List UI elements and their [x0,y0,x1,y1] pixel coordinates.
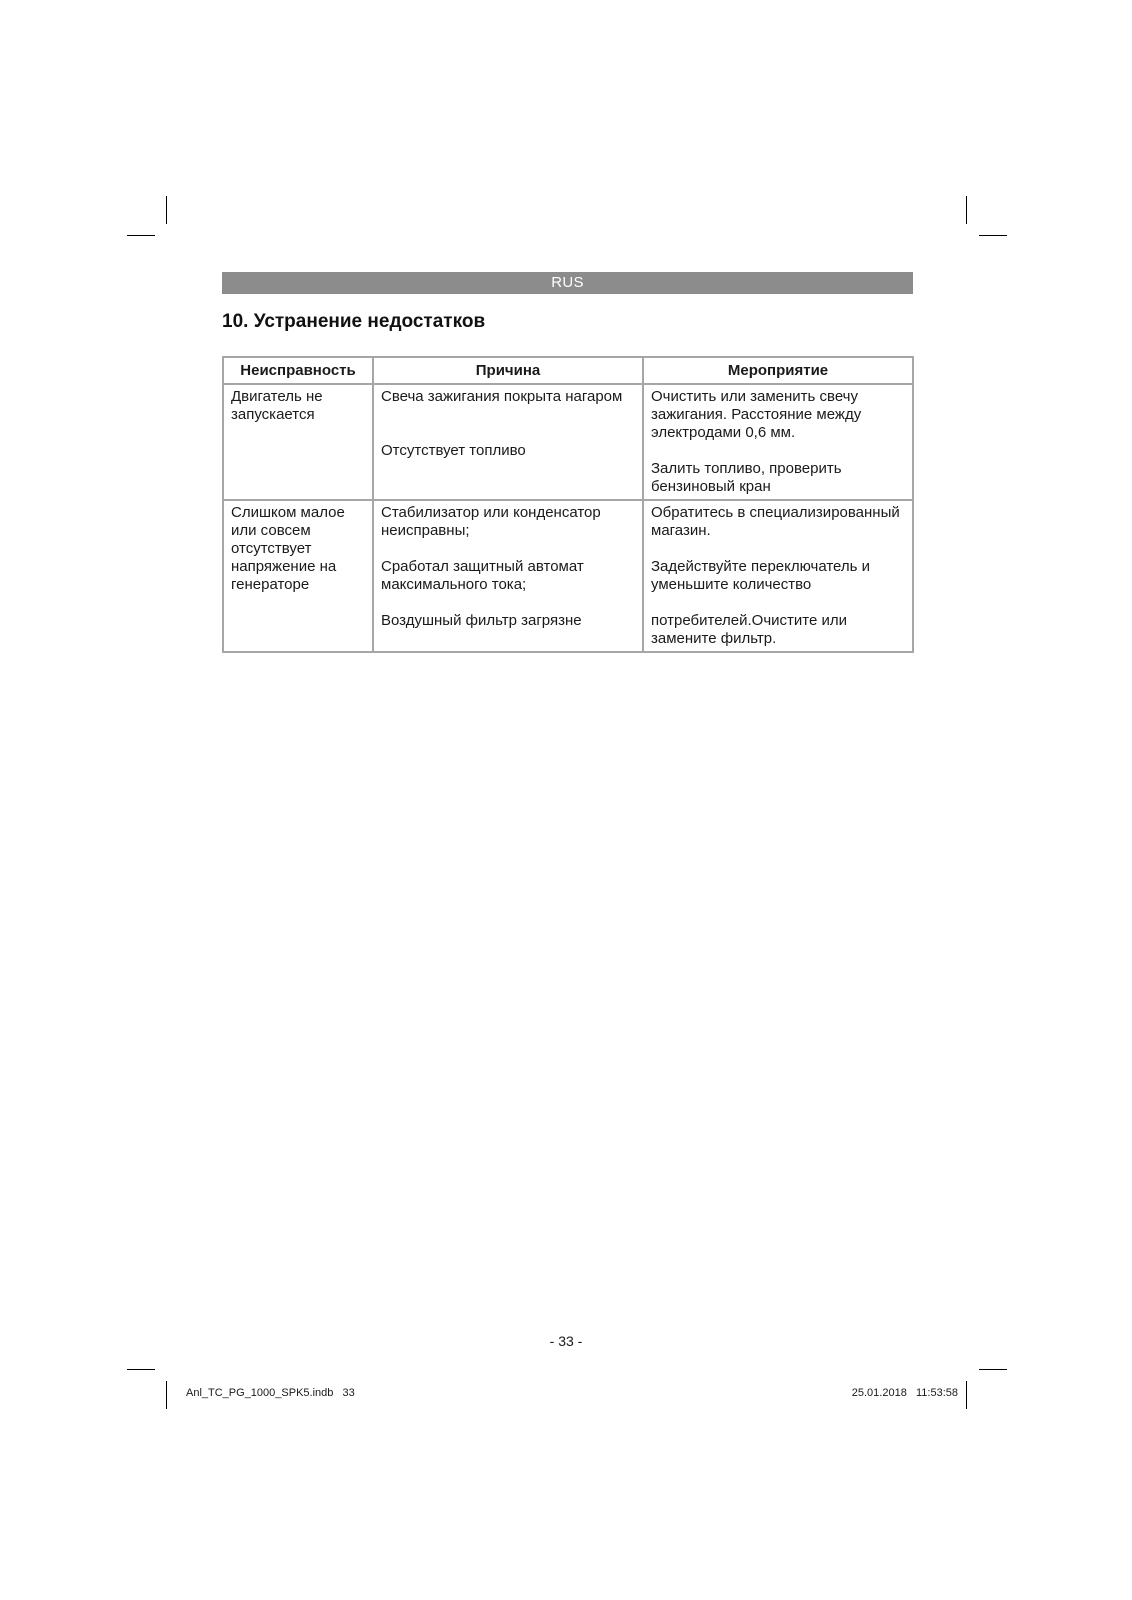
action-line: магазин. [651,522,711,539]
fault-line: отсутствует [231,540,312,557]
section-title: 10. Устранение недостатков [222,311,486,332]
crop-mark-top-left-h [127,235,155,236]
page-number: - 33 - [549,1333,583,1349]
action-line: Задействуйте переключатель и [651,558,871,575]
troubleshooting-table [222,356,914,653]
cause-line: Сработал защитный автомат [381,558,584,575]
cause-line: неисправны; [381,522,470,539]
action-line: Обратитесь в специализированный [651,504,900,521]
fault-line: напряжение на [231,558,337,575]
action-line: уменьшите количество [651,576,812,593]
crop-mark-bottom-left-h [127,1369,155,1370]
cause-line: Воздушный фильтр загрязне [381,612,582,629]
action-line: зажигания. Расстояние между [651,406,862,423]
fault-line: или совсем [231,522,311,539]
action-line: потребителей.Очистите или [651,612,848,629]
table-row [223,500,913,652]
action-line: Очистить или заменить свечу [651,388,858,405]
cause-line: Стабилизатор или конденсатор [381,504,601,521]
crop-mark-top-left-v [166,196,167,224]
cause-cell [373,384,643,500]
header-cause: Причина [373,357,643,384]
footer-file-info: Anl_TC_PG_1000_SPK5.indb 33 [186,1387,355,1399]
fault-line: Слишком малое [231,504,345,521]
crop-mark-bottom-right-h [979,1369,1007,1370]
table-row [223,384,913,500]
header-action: Мероприятие [643,357,913,384]
footer-timestamp: 25.01.2018 11:53:58 [851,1387,958,1399]
cause-line: Свеча зажигания покрыта нагаром [381,388,623,405]
crop-mark-top-right-v [966,196,967,224]
crop-mark-bottom-right-v [966,1381,967,1409]
action-cell [643,384,913,500]
table-header-row [223,357,913,384]
crop-mark-bottom-left-v [166,1381,167,1409]
action-line: электродами 0,6 мм. [651,424,796,441]
fault-cell [223,500,373,652]
action-line: Залить топливо, проверить [651,460,842,477]
action-line: бензиновый кран [651,478,771,495]
cause-line: максимального тока; [381,576,527,593]
action-cell [643,500,913,652]
cause-line: Отсутствует топливо [381,442,526,459]
fault-line: Двигатель не [231,388,323,405]
crop-mark-top-right-h [979,235,1007,236]
action-line: замените фильтр. [651,630,777,647]
fault-line: генераторе [231,576,310,593]
header-fault: Неисправность [223,357,373,384]
fault-cell [223,384,373,500]
fault-line: запускается [231,406,315,423]
language-bar: RUS [222,272,913,294]
cause-cell [373,500,643,652]
